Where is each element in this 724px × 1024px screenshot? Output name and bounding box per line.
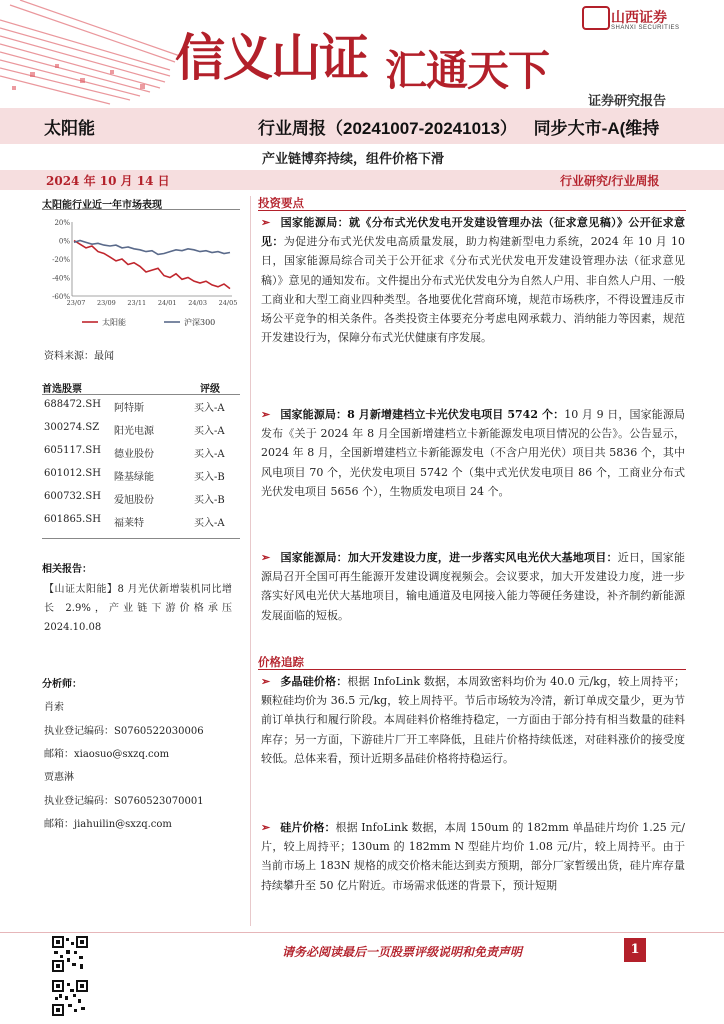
stock-name: 隆基绿能 xyxy=(114,472,154,483)
related-report-link[interactable]: 【山证太阳能】8 月光伏新增装机同比增长 2.9%，产业链下游价格承压 2024.10.08 xyxy=(44,584,232,633)
table-row xyxy=(42,514,232,534)
paragraph-2-lead: 国家能源局：8 月新增建档立卡光伏发电项目 5742 个： xyxy=(280,408,565,421)
stock-code: 601012.SH xyxy=(44,468,101,479)
report-category: 行业研究/行业周报 xyxy=(560,174,660,188)
table-row xyxy=(42,399,232,419)
analyst-reg: 执业登记编码：S0760522030006 xyxy=(44,726,204,737)
legend-label: 沪深300 xyxy=(184,318,216,327)
disclaimer-notice: 请务必阅读最后一页股票评级说明和免责声明 xyxy=(282,945,523,959)
stock-code: 688472.SH xyxy=(44,399,101,410)
divider xyxy=(42,394,240,395)
stock-name: 阿特斯 xyxy=(114,403,144,414)
stocks-header-rating: 评级 xyxy=(200,384,220,395)
paragraph-3-body: 近日，国家能源局召开全国可再生能源开发建设调度视频会。会议要求，加大开发建设力度，进一步落实好风电光伏大基地项目，输电通道及电网接入能力等硬任务建设，补齐制约新能源发展面临的短板。 xyxy=(261,551,686,622)
stocks-header xyxy=(42,380,240,395)
legend-label: 太阳能 xyxy=(102,318,126,327)
report-title-text: 行业周报（20241007-20241013） xyxy=(258,119,517,138)
table-row xyxy=(42,422,232,442)
page-number: 1 xyxy=(624,938,646,962)
stock-name: 福莱特 xyxy=(114,518,144,529)
footer-divider xyxy=(0,932,724,933)
analyst-name: 肖索 xyxy=(44,702,64,713)
company-name: 山西证券 xyxy=(611,9,667,25)
x-tick-label: 23/09 xyxy=(97,299,116,307)
stock-name: 爱旭股份 xyxy=(114,495,154,506)
analyst-email[interactable]: 邮箱：jiahuilin@sxzq.com xyxy=(44,819,172,830)
slogan-part2: 汇通天下 xyxy=(385,46,550,95)
table-row xyxy=(42,491,232,511)
qr-code-icon[interactable] xyxy=(52,980,88,1016)
stock-rating: 买入-A xyxy=(194,449,225,460)
x-tick-label: 23/11 xyxy=(127,299,147,307)
paragraph-2-body: 10 月 9 日，国家能源局发布《关于 2024 年 8 月全国新增建档立卡新能源发电项目情况的公告》。公告显示，2024 年 8 月，全国新增建档立卡新能源发电（不含户用光伏）项目共 5836 个，其中风电项目 70 个，光伏发电项目 5742 个（集中式光伏发电项目 86 个，工商业分布式光伏发电项目 5656 个），生物质发电项目 24 个。 xyxy=(261,408,685,498)
paragraph-4-body: 根据 InfoLink 数据，本周致密料均价为 40.0 元/kg，较上周持平；颗粒硅均价为 36.5 元/kg，较上周持平。节后市场较为冷清，新订单成交量少，更为节前订单执行和履行阶段。本周硅料价格维持稳定，一方面由于部分持有相当数量的硅料库存；另一方面，下游硅片厂开工率降低，且硅片价格持续低迷，对硅料涨价的接受度较低。总体来看，预计近期多晶硅价格将持稳运行。 xyxy=(261,675,685,765)
analyst-heading: 分析师： xyxy=(42,679,82,690)
stock-rating: 买入-A xyxy=(194,426,225,437)
report-date: 2024 年 10 月 14 日 xyxy=(46,174,170,188)
table-row xyxy=(42,445,232,465)
paragraph-5 xyxy=(261,818,685,895)
paragraph-3-lead: 国家能源局：加大开发建设力度，进一步落实风电光伏大基地项目： xyxy=(280,551,618,564)
stock-name: 德业股份 xyxy=(114,449,154,460)
stock-code: 605117.SH xyxy=(44,445,101,456)
x-tick-label: 24/05 xyxy=(218,299,238,307)
series-line-solar xyxy=(74,241,230,289)
paragraph-1 xyxy=(261,213,685,347)
slogan-part1: 信义山证 xyxy=(175,28,367,87)
stock-rating: 买入-A xyxy=(194,403,225,414)
stock-code: 300274.SZ xyxy=(44,422,100,433)
qr-code-icon[interactable] xyxy=(52,936,88,972)
stock-rating: 买入-B xyxy=(194,472,225,483)
y-tick-label: -40% xyxy=(52,274,70,283)
report-subtitle: 产业链博弈持续，组件价格下滑 xyxy=(262,151,445,166)
bullet-arrow-icon: ➢ xyxy=(261,551,271,564)
paragraph-1-body: 为促进分布式光伏发电高质量发展，助力构建新型电力系统，2024 年 10 月 10 日，国家能源局综合司关于公开征求《分布式光伏发电开发建设管理办法（征求意见稿）》意见的通知发布。文件提出分布式光伏发电分为自然人户用、非自然人户用、一般工商业和大型工商业四种类型。各地要优化营商环境，规范市场秩序，不得设置违反市场公平竞争的相关条件。各类投资主体要充分考虑电网承载力、消纳能力等因素，规范开发建设行为，保障分布式光伏健康有序发展。 xyxy=(261,235,685,345)
y-tick-label: 0% xyxy=(58,237,70,246)
report-title xyxy=(258,114,659,139)
paragraph-3 xyxy=(261,548,685,625)
analyst-email[interactable]: 邮箱：xiaosuo@sxzq.com xyxy=(44,749,170,760)
paragraph-2 xyxy=(261,405,685,501)
bullet-arrow-icon: ➢ xyxy=(261,408,271,421)
x-tick-label: 24/01 xyxy=(157,299,177,307)
company-logo xyxy=(582,6,610,30)
table-row xyxy=(42,468,232,488)
stock-name: 阳光电源 xyxy=(114,426,154,437)
stock-rating: 买入-B xyxy=(194,495,225,506)
x-tick-label: 23/07 xyxy=(66,299,86,307)
stock-code: 600732.SH xyxy=(44,491,101,502)
market-chart xyxy=(42,214,240,339)
chart-source: 资料来源：最闻 xyxy=(44,351,114,362)
stock-code: 601865.SH xyxy=(44,514,101,525)
company-name-en: SHANXI SECURITIES xyxy=(611,25,680,31)
stock-rating: 买入-A xyxy=(194,518,225,529)
divider xyxy=(258,669,686,670)
paragraph-5-body: 根据 InfoLink 数据，本周 150um 的 182mm 单晶硅片均价 1.25 元/片，较上周持平；130um 的 182mm N 型硅片均价 1.08 元/片，较上周持平。由于当前市场上 183N 规格的成交价格未能达到卖方预期，部分厂家暂缓出货，硅片库存量持续攀升至 50 亿片附近。市场需求低迷的背景下，预计短期 xyxy=(261,821,686,892)
report-kind: 证券研究报告 xyxy=(588,93,667,108)
sector-name: 太阳能 xyxy=(44,119,95,138)
analyst-name: 贾惠淋 xyxy=(44,772,74,783)
section-title-highlights: 投资要点 xyxy=(258,198,304,210)
stocks-header-name: 首选股票 xyxy=(42,384,82,395)
divider xyxy=(258,210,686,211)
series-line-csi300 xyxy=(74,241,230,255)
paragraph-4-lead: 多晶硅价格： xyxy=(280,675,348,688)
paragraph-1-lead: 国家能源局：就《分布式光伏发电开发建设管理办法（征求意见稿）》公开征求意见： xyxy=(261,216,685,249)
bullet-arrow-icon: ➢ xyxy=(261,675,271,688)
y-tick-label: 20% xyxy=(54,219,70,227)
analyst-reg: 执业登记编码：S0760523070001 xyxy=(44,796,204,807)
section-title-prices: 价格追踪 xyxy=(258,657,304,669)
industry-rating: 同步大市-A(维持 xyxy=(533,119,660,138)
bullet-arrow-icon: ➢ xyxy=(261,216,271,229)
chart-heading: 太阳能行业近一年市场表现 xyxy=(42,200,162,211)
column-divider xyxy=(250,196,251,926)
y-tick-label: -20% xyxy=(52,256,70,264)
divider xyxy=(42,538,240,539)
bullet-arrow-icon: ➢ xyxy=(261,821,271,834)
paragraph-4 xyxy=(261,672,685,768)
related-heading: 相关报告： xyxy=(42,564,92,575)
paragraph-5-lead: 硅片价格： xyxy=(280,821,336,834)
y-tick-label: -60% xyxy=(52,293,70,301)
x-tick-label: 24/03 xyxy=(188,299,207,307)
divider xyxy=(42,209,240,210)
